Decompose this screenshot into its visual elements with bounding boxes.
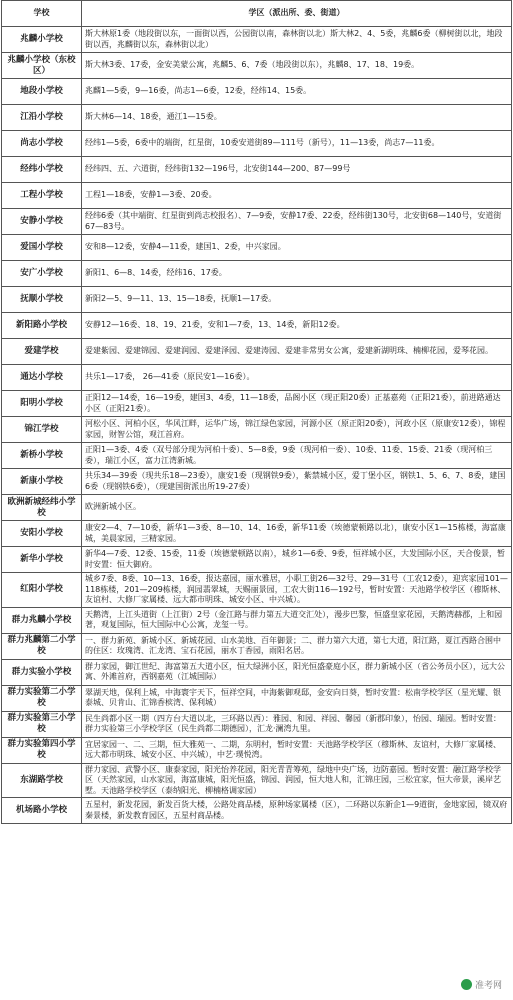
district-area: 康安2—4、7—10委，新华1—3委、8—10、14、16委，新华11委（埃德蒙顿路以北），康安小区1—15栋楼，海富康城，美晨家园，三精家园。 bbox=[82, 521, 512, 547]
school-name: 工程小学校 bbox=[2, 183, 82, 209]
table-row bbox=[2, 659, 512, 685]
table-row bbox=[2, 443, 512, 469]
school-name: 地段小学校 bbox=[2, 79, 82, 105]
table-row bbox=[2, 183, 512, 209]
school-name: 群力兆麟第二小学校 bbox=[2, 633, 82, 659]
district-area: 经纬四、五、六道街，经纬街132—196号，北安街144—200、87—99号 bbox=[82, 157, 512, 183]
table-row bbox=[2, 573, 512, 608]
header-area: 学区（派出所、委、街道） bbox=[82, 1, 512, 27]
table-header-row bbox=[2, 1, 512, 27]
watermark bbox=[458, 977, 505, 992]
district-area: 天鹅湾，上江头道街（上江街）2号（金江路与群力第五大道交汇处），漫步巴黎，恒盛皇家花园，天鹅湾赫郡，上和园著，观复国际，恒大国际中心公寓，龙玺一号。 bbox=[82, 607, 512, 633]
school-name: 兆麟小学校（东校区） bbox=[2, 53, 82, 79]
table-row bbox=[2, 737, 512, 763]
table-row bbox=[2, 287, 512, 313]
table-row bbox=[2, 79, 512, 105]
school-name: 锦江学校 bbox=[2, 417, 82, 443]
school-name: 新华小学校 bbox=[2, 547, 82, 573]
table-row bbox=[2, 391, 512, 417]
table-row bbox=[2, 633, 512, 659]
school-name: 群力实验第二小学校 bbox=[2, 685, 82, 711]
table-row bbox=[2, 339, 512, 365]
school-name: 欧洲新城经纬小学校 bbox=[2, 495, 82, 521]
district-area: 安静12—16委、18、19、21委，安和1—7委，13、14委，新阳12委。 bbox=[82, 313, 512, 339]
district-area: 共乐1—17委， 26—41委（原民安1—16委）。 bbox=[82, 365, 512, 391]
school-name: 尚志小学校 bbox=[2, 131, 82, 157]
school-name: 兆麟小学校 bbox=[2, 27, 82, 53]
district-area: 工程1—18委，安静1—3委、20委。 bbox=[82, 183, 512, 209]
district-area: 兆麟1—5委，9—16委，尚志1—6委，12委，经纬14、15委。 bbox=[82, 79, 512, 105]
school-name: 群力兆麟小学校 bbox=[2, 607, 82, 633]
school-name: 新阳路小学校 bbox=[2, 313, 82, 339]
school-name: 机场路小学校 bbox=[2, 798, 82, 824]
table-row bbox=[2, 521, 512, 547]
district-area: 新阳2—5、9—11、13、15—18委，抚顺1—17委。 bbox=[82, 287, 512, 313]
table-row bbox=[2, 157, 512, 183]
school-district-table bbox=[1, 0, 512, 824]
table-row bbox=[2, 313, 512, 339]
district-area: 爱建紫园、爱建锦园、爱建润园、爱建泽园、爱建涛园、爱建非常男女公寓，爱建新湖明珠、楠柳花园，爱琴花园。 bbox=[82, 339, 512, 365]
district-area: 正阳1—3委、4委（双号部分现为河柏十委）、5—8委，9委（现河柏一委）、10委、11委、15委、21委（现河柏三委），瑞江小区，富力江湾新城。 bbox=[82, 443, 512, 469]
district-area: 斯大林3委、17委，金安美蒙公寓，兆麟5、6、7委（地段街以东），兆麟8、17、18、19委。 bbox=[82, 53, 512, 79]
table-row bbox=[2, 365, 512, 391]
school-name: 江沿小学校 bbox=[2, 105, 82, 131]
district-area: 一、群力新苑、新城小区、新城花园、山水美地、百年御景；二、群力第六大道，第七大道，阳江路，夏江西路合围中的住区：玫瑰湾、汇龙湾、宝石花园，丽水丁香园，雨阳名居。 bbox=[82, 633, 512, 659]
school-name: 东湖路学校 bbox=[2, 763, 82, 798]
school-name: 安静小学校 bbox=[2, 209, 82, 235]
school-name: 群力实验第四小学校 bbox=[2, 737, 82, 763]
school-name: 经纬小学校 bbox=[2, 157, 82, 183]
table-row bbox=[2, 607, 512, 633]
district-area: 城乡7委、8委、10—13、16委，报达嘉园，丽水雅居，小职工街26—32号、29—31号（工农12委），迎宾家园101—118栋楼，201—209栋楼，润园翡翠城，天赐丽景园，工农大街116—192号，暂时安置：天池路学校学区（穆斯林、友谊村、大修厂家属楼、远大都市明珠、城安小区、中兴城）。 bbox=[82, 573, 512, 608]
table-row bbox=[2, 261, 512, 287]
wechat-icon bbox=[461, 979, 472, 990]
district-area: 安和8—12委，安静4—11委，建国1、2委，中兴家园。 bbox=[82, 235, 512, 261]
school-name: 红阳小学校 bbox=[2, 573, 82, 608]
district-area: 群力家园、武警小区、康泰家园，阳光怡养花园，阳光青青筹苑，绿地中央广场，边防嘉园。暂时安置：融江路学校学区（天然家园，山水家园，海富康城，阳光恒盛，锦园、润园，恒大地人和，汇锦庄园，三松宜家，恒大帝景，溪岸艺墅。天池路学校学区（泰纳阳光、柳楠格调家园） bbox=[82, 763, 512, 798]
table-row bbox=[2, 547, 512, 573]
district-area: 斯大林6—14、18委，通江1—15委。 bbox=[82, 105, 512, 131]
table-row bbox=[2, 469, 512, 495]
watermark-text: 准考网 bbox=[474, 981, 502, 991]
school-name: 新桥小学校 bbox=[2, 443, 82, 469]
district-area: 河松小区、河柏小区，华风江畔，运华广场，锦江绿色家园，河源小区（原正阳20委），河政小区（原康安12委），锦程家园，财智公馆，观江首府。 bbox=[82, 417, 512, 443]
school-name: 群力实验第三小学校 bbox=[2, 711, 82, 737]
table-row bbox=[2, 495, 512, 521]
school-name: 爱建学校 bbox=[2, 339, 82, 365]
district-area: 五星村，新发花园，新发百货大楼，公路处商品楼，原种场家属楼（区），二环路以东新企1—9道街，金地家园，镜双府秦景楼，新发教育园区，五星村商品楼。 bbox=[82, 798, 512, 824]
school-name: 阳明小学校 bbox=[2, 391, 82, 417]
district-area: 共乐34—39委（现共乐18—23委），康安1委（现钢铁9委），紫禁城小区，爱丁堡小区，钢铁1、5、6、7、8委，建国6委（现钢铁6委），（现建国街派出所19-27委） bbox=[82, 469, 512, 495]
district-area: 新阳1、6—8、14委，经纬16、17委。 bbox=[82, 261, 512, 287]
table-row bbox=[2, 53, 512, 79]
school-name: 安阳小学校 bbox=[2, 521, 82, 547]
table-row bbox=[2, 711, 512, 737]
district-area: 斯大林原1委（地段街以东，一面街以西，公园街以南，森林街以北）斯大林2、4、5委，兆麟6委（柳树街以北，地段街以西，兆麟街以东，森林街以北） bbox=[82, 27, 512, 53]
table-row bbox=[2, 798, 512, 824]
district-area: 欧洲新城小区。 bbox=[82, 495, 512, 521]
table-row bbox=[2, 131, 512, 157]
school-name: 群力实验小学校 bbox=[2, 659, 82, 685]
table-row bbox=[2, 27, 512, 53]
header-school: 学校 bbox=[2, 1, 82, 27]
table-row bbox=[2, 209, 512, 235]
table-row bbox=[2, 417, 512, 443]
district-area: 宜居家园一、二、三期，恒大雅苑一、二期，东明村，暂时安置：天池路学校学区（穆斯林、友谊村，大修厂家属楼、远大都市明珠、城安小区、中兴城），中艺·璞悦湾。 bbox=[82, 737, 512, 763]
district-area: 新华4—7委、12委、15委，11委（埃德蒙顿路以南），城乡1—6委、9委，恒祥城小区，大发国际小区，天合俊景，暂时安置：恒大御府。 bbox=[82, 547, 512, 573]
school-name: 通达小学校 bbox=[2, 365, 82, 391]
table-row bbox=[2, 105, 512, 131]
school-name: 安广小学校 bbox=[2, 261, 82, 287]
district-area: 群力家园，御江世纪、海富第五大道小区，恒大绿洲小区，阳光恒盛豪庭小区，群力新城小区（省公务员小区），远大公寓、外滩首府，西钢嘉苑（江城国际） bbox=[82, 659, 512, 685]
school-name: 新康小学校 bbox=[2, 469, 82, 495]
table-row bbox=[2, 685, 512, 711]
district-area: 正阳12—14委，16—19委，建国3、4委，11—18委，品阁小区（现正阳20委）正基嘉苑（正阳21委），前进路通达小区（正阳21委）。 bbox=[82, 391, 512, 417]
district-area: 经纬6委（其中端街、红星街到尚志校报名）、7—9委，安静17委、22委，经纬街130号，北安街68—140号，安道街67—83号。 bbox=[82, 209, 512, 235]
table-row bbox=[2, 763, 512, 798]
district-area: 民生尚都小区一期（四方台大道以北，三环路以西）：雅园、和园、祥园、馨园（新郡印象），怡园、瑞园。暂时安置：群力实验第三小学校学区（民生尚都二期德园），汇龙·澜湾九里。 bbox=[82, 711, 512, 737]
district-area: 经纬1—5委，6委中的端街，红星街，10委安道街89—111号（新号），11—13委，尚志7—11委。 bbox=[82, 131, 512, 157]
district-area: 翠湖天地，保利上城，中海寰宇天下，恒祥空间，中海紫御观邸，金安向日葵，暂时安置：松南学校学区（星光耀、银泰城、贝肯山、汇锦香槟湾、保利城） bbox=[82, 685, 512, 711]
table-row bbox=[2, 235, 512, 261]
school-name: 抚顺小学校 bbox=[2, 287, 82, 313]
school-name: 爱国小学校 bbox=[2, 235, 82, 261]
